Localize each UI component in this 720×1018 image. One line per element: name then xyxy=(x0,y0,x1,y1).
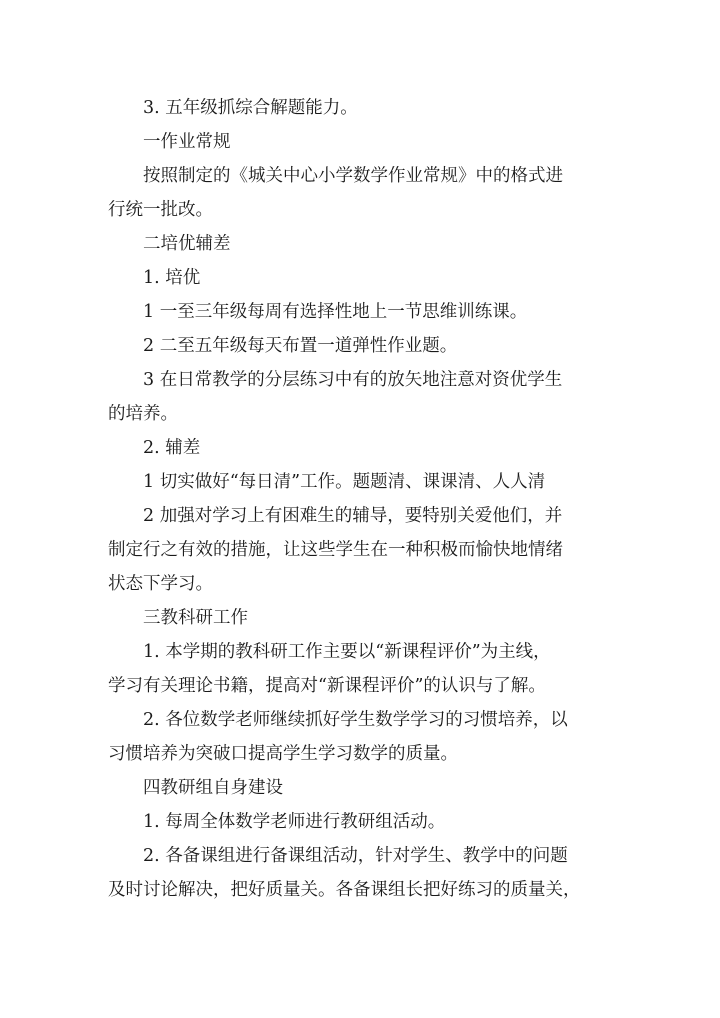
subsection-heading: 2. 辅差 xyxy=(143,438,201,458)
text-line: 1 一至三年级每周有选择性地上一节思维训练课。 xyxy=(143,302,528,322)
text-line: 2. 各位数学老师继续抓好学生数学学习的习惯培养，以 xyxy=(143,710,568,730)
text-line: 行统一批改。 xyxy=(108,200,213,220)
text-line: 3. 五年级抓综合解题能力。 xyxy=(143,98,358,118)
section-heading: 四教研组自身建设 xyxy=(143,778,283,798)
text-line: 2 二至五年级每天布置一道弹性作业题。 xyxy=(143,336,458,356)
text-line: 1. 每周全体数学老师进行教研组活动。 xyxy=(143,812,446,832)
text-line: 习惯培养为突破口提高学生学习数学的质量。 xyxy=(108,744,458,764)
section-heading: 三教科研工作 xyxy=(143,608,248,628)
text-line: 3 在日常教学的分层练习中有的放矢地注意对资优学生 xyxy=(143,370,563,390)
text-line: 及时讨论解决，把好质量关。各备课组长把好练习的质量关， xyxy=(108,880,581,900)
text-line: 的培养。 xyxy=(108,404,178,424)
text-line: 学习有关理论书籍，提高对“新课程评价”的认识与了解。 xyxy=(108,676,546,696)
text-line: 1 切实做好“每日清”工作。题题清、课课清、人人清 xyxy=(143,472,546,492)
text-line: 状态下学习。 xyxy=(108,574,213,594)
text-line: 按照制定的《城关中心小学数学作业常规》中的格式进 xyxy=(143,166,563,186)
document-body xyxy=(108,91,618,907)
text-line: 2. 各备课组进行备课组活动，针对学生、教学中的问题 xyxy=(143,846,568,866)
text-line: 制定行之有效的措施，让这些学生在一种积极而愉快地情绪 xyxy=(108,540,563,560)
section-heading: 二培优辅差 xyxy=(143,234,231,254)
text-line: 2 加强对学习上有困难生的辅导，要特别关爱他们，并 xyxy=(143,506,563,526)
text-line: 1. 本学期的教科研工作主要以“新课程评价”为主线， xyxy=(143,642,551,662)
section-heading: 一作业常规 xyxy=(143,132,231,152)
subsection-heading: 1. 培优 xyxy=(143,268,201,288)
